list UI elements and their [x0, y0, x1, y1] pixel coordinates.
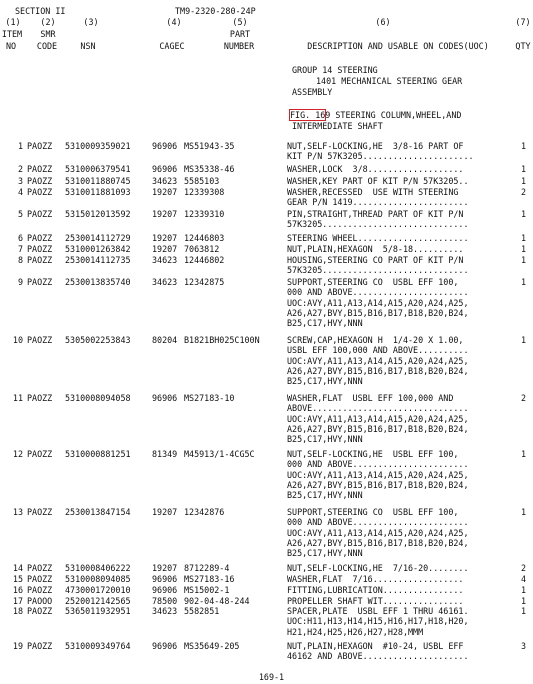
description-line: SPACER,PLATE USBL EFF 1 THRU 46161.: [287, 606, 469, 616]
group-subheading: 1401 MECHANICAL STEERING GEAR: [316, 76, 463, 86]
description-line: A26,A27,BVY,B15,B16,B17,B18,B20,B24,: [287, 307, 469, 318]
figure-label-highlight: FIG. 16: [290, 110, 326, 120]
cage-code: 80204: [152, 335, 178, 345]
quantity: 1: [520, 176, 526, 186]
description: [287, 596, 511, 606]
description: [287, 233, 511, 243]
description-line: NUT,PLAIN,HEXAGON #10-24, USBL EFF: [287, 641, 464, 651]
cage-code: 19207: [152, 187, 178, 197]
description-line: UOC:AVY,A11,A13,A14,A15,A20,A24,A25,: [287, 527, 469, 538]
group-assembly: ASSEMBLY: [292, 87, 333, 97]
part-number: 7063812: [184, 244, 220, 254]
part-number: MS51943-35: [184, 141, 235, 151]
description-line: NUT,PLAIN,HEXAGON 5/8-18..........: [287, 244, 464, 254]
part-number: 12342876: [184, 507, 225, 517]
smr-code: PAOZZ: [27, 507, 53, 517]
cage-code: 96906: [152, 164, 178, 174]
smr-code: PAOZZ: [27, 277, 53, 287]
smr-code: PAOZZ: [27, 449, 53, 459]
description: [287, 164, 511, 174]
part-number: 12339310: [184, 209, 225, 219]
smr-code: PAOZZ: [27, 563, 53, 573]
col-5-number: (5): [232, 17, 248, 27]
smr-code: PAOZZ: [27, 233, 53, 243]
quantity: 3: [520, 641, 526, 651]
description-line: SCREW,CAP,HEXAGON H 1/4-20 X 1.00,: [287, 335, 464, 345]
quantity: 1: [520, 335, 526, 345]
quantity: 1: [520, 255, 526, 265]
quantity: 1: [520, 507, 526, 517]
description: [287, 335, 511, 386]
description-line: WASHER,FLAT USBL EFF 100,000 AND: [287, 393, 454, 403]
description-line: PROPELLER SHAFT WIT................: [287, 596, 464, 606]
cage-code: 96906: [152, 393, 178, 403]
quantity: 1: [520, 596, 526, 606]
description-line: STEERING WHEEL......................: [287, 233, 469, 243]
item-number: 12: [12, 449, 23, 459]
description-line: SUPPORT,STEERING CO USBL EFF 100,: [287, 277, 459, 287]
description-line: HOUSING,STEERING CO PART OF KIT P/N: [287, 255, 464, 265]
quantity: 1: [520, 606, 526, 616]
nsn: 5310008094058: [65, 393, 131, 403]
description-line: UOC:AVY,A11,A13,A14,A15,A20,A24,A25,: [287, 355, 469, 366]
nsn: 5310009349764: [65, 641, 131, 651]
item-number: 13: [12, 507, 23, 517]
description-line: 000 AND ABOVE.......................: [287, 287, 469, 298]
quantity: 1: [520, 164, 526, 174]
part-number: 12446802: [184, 255, 225, 265]
item-number: 9: [17, 277, 23, 287]
col-4-number: (4): [166, 17, 182, 27]
nsn: 5310000881251: [65, 449, 131, 459]
description-line: A26,A27,BVY,B15,B16,B17,B18,B20,B24,: [287, 423, 469, 434]
nsn: 5310009359021: [65, 141, 131, 151]
nsn: 5310008406222: [65, 563, 131, 573]
description-line: 000 AND ABOVE.......................: [287, 517, 469, 528]
cage-code: 19207: [152, 563, 178, 573]
description-line: PIN,STRAIGHT,THREAD PART OF KIT P/N: [287, 209, 464, 219]
part-number: MS27183-16: [184, 574, 235, 584]
col-3-number: (3): [83, 17, 99, 27]
cage-code: 19207: [152, 233, 178, 243]
description: [287, 393, 511, 444]
description-line: KIT P/N 57K3205......................: [287, 151, 474, 162]
figure-heading: [290, 110, 461, 120]
smr-code: PAOZZ: [27, 393, 53, 403]
description: [287, 176, 511, 186]
smr-code: PAOZZ: [27, 255, 53, 265]
quantity: 1: [520, 233, 526, 243]
item-number: 17: [12, 596, 23, 606]
item-number: 2: [17, 164, 23, 174]
description: [287, 641, 511, 662]
nsn: 2530013847154: [65, 507, 131, 517]
nsn: 5310011881093: [65, 187, 131, 197]
item-number: 16: [12, 585, 23, 595]
quantity: 1: [520, 209, 526, 219]
part-number: M45913/1-4CG5C: [184, 449, 255, 459]
description-line: WASHER,LOCK 3/8...................: [287, 164, 464, 174]
smr-code: PAOZZ: [27, 244, 53, 254]
description-line: A26,A27,BVY,B15,B16,B17,B18,B20,B24,: [287, 537, 469, 548]
description: [287, 141, 511, 162]
description-line: UOC:H11,H13,H14,H15,H16,H17,H18,H20,: [287, 616, 469, 627]
cage-code: 34623: [152, 176, 178, 186]
nsn: 2530014112729: [65, 233, 131, 243]
quantity: 1: [520, 141, 526, 151]
nsn: 2530013835740: [65, 277, 131, 287]
item-number: 19: [12, 641, 23, 651]
item-number: 5: [17, 209, 23, 219]
description-line: UOC:AVY,A11,A13,A14,A15,A20,A24,A25,: [287, 469, 469, 480]
part-number: 8712289-4: [184, 563, 230, 573]
cage-code: 96906: [152, 141, 178, 151]
col-1-number: (1): [5, 17, 21, 27]
cage-code: 34623: [152, 277, 178, 287]
column-header-upper: [0, 29, 533, 40]
qty-header: QTY: [515, 41, 531, 51]
item-no-header: NO: [5, 41, 17, 51]
description: [287, 209, 511, 230]
quantity: 1: [520, 277, 526, 287]
description: [287, 244, 511, 254]
description-line: B25,C17,HVY,NNN: [287, 548, 363, 559]
nsn: 5310006379541: [65, 164, 131, 174]
smr-code: PAOZZ: [27, 585, 53, 595]
part-number: MS27183-10: [184, 393, 235, 403]
description-line: 46162 AND ABOVE.....................: [287, 651, 469, 662]
cage-code: 19207: [152, 507, 178, 517]
column-number-row: [0, 17, 533, 28]
smr-code: PAOZZ: [27, 164, 53, 174]
quantity: 2: [520, 393, 526, 403]
description-line: B25,C17,HVY,NNN: [287, 490, 363, 501]
item-number: 14: [12, 563, 23, 573]
cage-code: 19207: [152, 244, 178, 254]
nsn: 5310008094085: [65, 574, 131, 584]
page-number: 169-1: [258, 672, 285, 682]
part-number: MS15002-1: [184, 585, 230, 595]
part-number: B1821BH025C100N: [184, 335, 260, 345]
part-number: MS35649-205: [184, 641, 240, 651]
smr-code: PAOZZ: [27, 209, 53, 219]
part-number: 902-04-48-244: [184, 596, 250, 606]
item-number: 3: [17, 176, 23, 186]
smr-code: PAOZZ: [27, 641, 53, 651]
quantity: 1: [520, 449, 526, 459]
part-number: 5582851: [184, 606, 220, 616]
quantity: 1: [520, 244, 526, 254]
part-number: 12342875: [184, 277, 225, 287]
description-line: WASHER,KEY PART OF KIT P/N 57K3205..: [287, 176, 469, 186]
description-line: 57K3205.............................: [287, 219, 469, 230]
col-6-number: (6): [375, 17, 391, 27]
item-header: ITEM: [1, 29, 23, 39]
description-line: B25,C17,HVY,NNN: [287, 376, 363, 387]
part-number: MS35338-46: [184, 164, 235, 174]
description: [287, 187, 511, 208]
description-line: USBL EFF 100,000 AND ABOVE..........: [287, 345, 469, 356]
smr-code: PAOZZ: [27, 187, 53, 197]
item-number: 7: [17, 244, 23, 254]
description: [287, 255, 511, 276]
description-line: UOC:AVY,A11,A13,A14,A15,A20,A24,A25,: [287, 413, 469, 424]
cage-code: 96906: [152, 641, 178, 651]
description: [287, 507, 511, 558]
description-line: UOC:AVY,A11,A13,A14,A15,A20,A24,A25,: [287, 297, 469, 308]
description-line: GEAR P/N 1419.......................: [287, 197, 469, 208]
nsn: 2520012142565: [65, 596, 131, 606]
quantity: 4: [520, 574, 526, 584]
section-title: SECTION II: [15, 6, 66, 16]
description-line: 000 AND ABOVE.......................: [287, 459, 469, 470]
cage-code: 96906: [152, 574, 178, 584]
item-number: 15: [12, 574, 23, 584]
group-heading: GROUP 14 STEERING: [292, 65, 378, 75]
smr-code: PAOZZ: [27, 141, 53, 151]
quantity: 2: [520, 187, 526, 197]
description-line: ABOVE...............................: [287, 403, 469, 414]
quantity: 1: [520, 585, 526, 595]
nsn: 5365011932951: [65, 606, 131, 616]
col-2-number: (2): [40, 17, 56, 27]
smr-code: PAOZZ: [27, 574, 53, 584]
item-number: 6: [17, 233, 23, 243]
description-line: A26,A27,BVY,B15,B16,B17,B18,B20,B24,: [287, 479, 469, 490]
item-number: 1: [17, 141, 23, 151]
cage-code: 34623: [152, 255, 178, 265]
smr-header: SMR: [40, 29, 56, 39]
item-number: 4: [17, 187, 23, 197]
description: [287, 277, 511, 328]
description: [287, 563, 511, 573]
item-number: 10: [12, 335, 23, 345]
description-line: 57K3205.............................: [287, 265, 469, 276]
smr-code: PAOZZ: [27, 176, 53, 186]
part-number: 5585103: [184, 176, 220, 186]
quantity: 2: [520, 563, 526, 573]
description: [287, 585, 511, 595]
description-line: H21,H24,H25,H26,H27,H28,MMM: [287, 626, 424, 637]
smr-code-header: CODE: [36, 41, 58, 51]
smr-code: PAOZZ: [27, 606, 53, 616]
col-7-number: (7): [515, 17, 531, 27]
smr-code: PAOZZ: [27, 335, 53, 345]
cage-code: 78500: [152, 596, 178, 606]
part-number-header: NUMBER: [223, 41, 255, 51]
nsn: 5305002253843: [65, 335, 131, 345]
nsn: 5310001263842: [65, 244, 131, 254]
cagec-header: CAGEC: [159, 41, 185, 51]
description-header: DESCRIPTION AND USABLE ON CODES(UOC): [307, 41, 489, 51]
cage-code: 34623: [152, 606, 178, 616]
description-line: NUT,SELF-LOCKING,HE 3/8-16 PART OF: [287, 141, 464, 151]
description: [287, 574, 511, 584]
description: [287, 449, 511, 500]
cage-code: 96906: [152, 585, 178, 595]
nsn: 5310011880745: [65, 176, 131, 186]
item-number: 18: [12, 606, 23, 616]
description-line: SUPPORT,STEERING CO USBL EFF 100,: [287, 507, 459, 517]
nsn-header: NSN: [80, 41, 96, 51]
description-line: A26,A27,BVY,B15,B16,B17,B18,B20,B24,: [287, 365, 469, 376]
description-line: WASHER,FLAT 7/16..................: [287, 574, 464, 584]
cage-code: 81349: [152, 449, 178, 459]
item-number: 8: [17, 255, 23, 265]
nsn: 4730001720010: [65, 585, 131, 595]
tm-number: TM9-2320-280-24P: [175, 6, 256, 16]
part-number: 12446803: [184, 233, 225, 243]
nsn: 2530014112735: [65, 255, 131, 265]
item-number: 11: [12, 393, 23, 403]
description-line: NUT,SELF-LOCKING,HE USBL EFF 100,: [287, 449, 459, 459]
description-line: B25,C17,HVY,NNN: [287, 318, 363, 329]
description-line: NUT,SELF-LOCKING,HE 7/16-20........: [287, 563, 469, 573]
figure-title: 9 STEERING COLUMN,WHEEL,AND: [325, 110, 462, 120]
cage-code: 19207: [152, 209, 178, 219]
nsn: 5315012013592: [65, 209, 131, 219]
part-number: 12339308: [184, 187, 225, 197]
figure-title-line2: INTERMEDIATE SHAFT: [292, 121, 383, 131]
column-header-lower: [0, 41, 533, 52]
description-line: FITTING,LUBRICATION................: [287, 585, 464, 595]
smr-code: PAOOO: [27, 596, 53, 606]
description-line: B25,C17,HVY,NNN: [287, 434, 363, 445]
description: [287, 606, 511, 637]
part-header: PART: [229, 29, 251, 39]
description-line: WASHER,RECESSED USE WITH STEERING: [287, 187, 459, 197]
